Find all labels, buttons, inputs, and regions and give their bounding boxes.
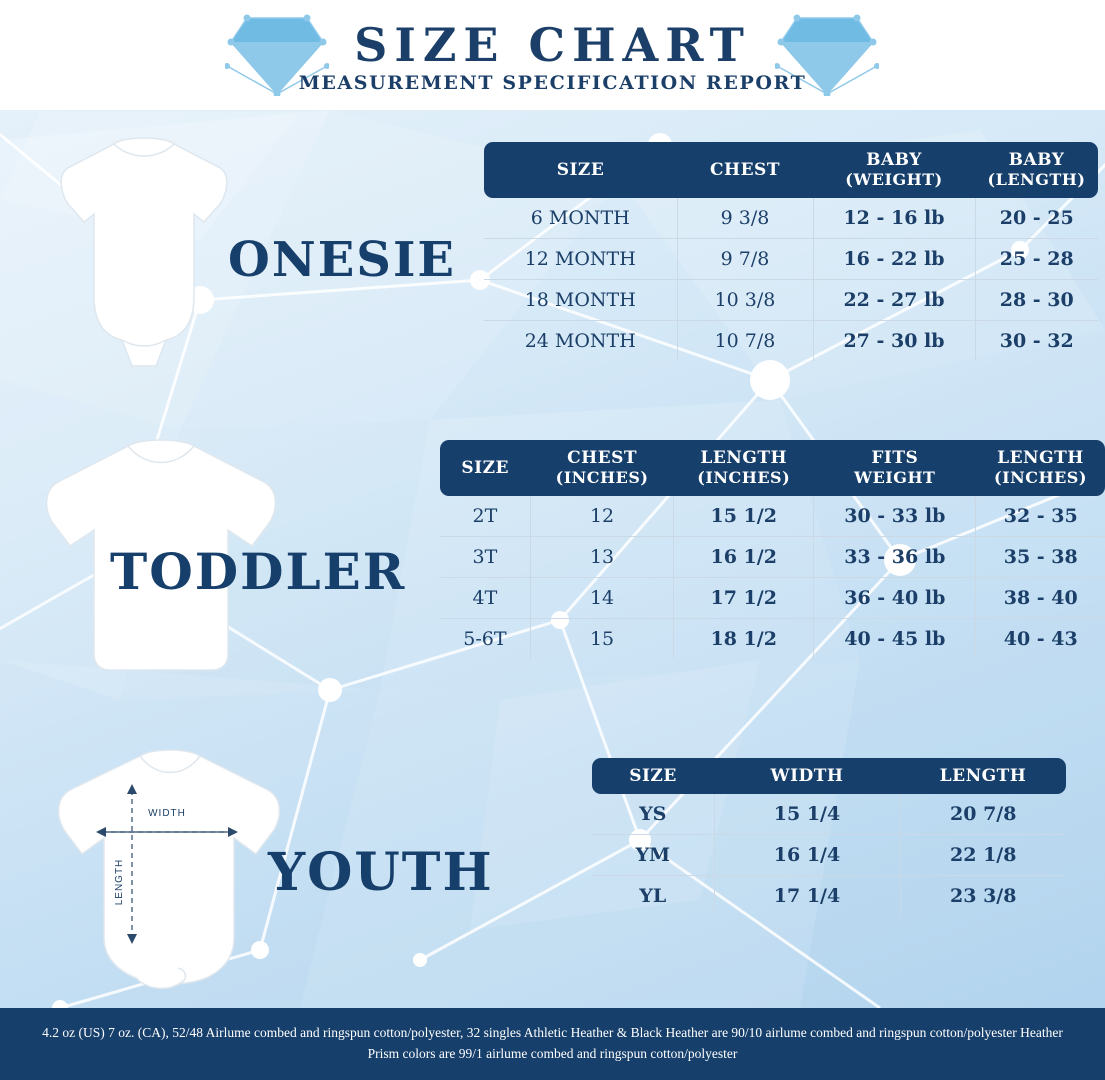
toddler-size-table	[440, 440, 1105, 659]
section-label-onesie: ONESIE	[228, 232, 456, 288]
cell-baby-weight: 27 - 30 lb	[813, 321, 975, 362]
cell-chest: 9 3/8	[677, 198, 813, 239]
cell-size: YL	[592, 876, 714, 917]
cell-size: 5-6T	[440, 619, 530, 660]
cell-size: 6 MONTH	[484, 198, 677, 239]
cell-fits-weight: 40 - 45 lb	[814, 619, 976, 660]
column-header-length: LENGTH	[900, 758, 1066, 794]
section-label-toddler: TODDLER	[110, 542, 407, 601]
table-row	[440, 619, 1105, 660]
column-header-length-inches: LENGTH (INCHES)	[674, 440, 814, 496]
column-header-chest: CHEST	[677, 142, 813, 198]
table-row	[592, 794, 1066, 835]
cell-width: 16 1/4	[714, 835, 900, 876]
table-row	[484, 198, 1098, 239]
table-row	[484, 239, 1098, 280]
column-header-length-inches-2: LENGTH (INCHES)	[976, 440, 1105, 496]
cell-length-2: 40 - 43	[1003, 628, 1078, 650]
column-header-baby-length: BABY (LENGTH)	[975, 142, 1098, 198]
table-row	[484, 321, 1098, 362]
cell-length-2: 38 - 40	[976, 578, 1105, 619]
cell-chest: 10 7/8	[677, 321, 813, 362]
toddler-size-table-wrap	[440, 440, 1105, 659]
cell-length: 20 7/8	[900, 794, 1066, 835]
cell-length-2: 32 - 35	[976, 496, 1105, 537]
section-label-youth: YOUTH	[268, 842, 494, 903]
cell-chest: 9 7/8	[677, 239, 813, 280]
column-header-width: WIDTH	[714, 758, 900, 794]
table-row	[592, 876, 1066, 917]
page-title: SIZE CHART	[354, 18, 751, 72]
table-row	[440, 496, 1105, 537]
column-header-baby-weight: BABY (WEIGHT)	[813, 142, 975, 198]
onesie-size-table	[484, 142, 1098, 361]
page-subtitle: MEASUREMENT SPECIFICATION REPORT	[298, 72, 807, 94]
cell-width: 17 1/4	[714, 876, 900, 917]
cell-chest: 13	[530, 537, 673, 578]
table-row	[484, 280, 1098, 321]
cell-length: 16 1/2	[674, 537, 814, 578]
onesie-bodysuit-illustration	[44, 126, 244, 376]
cell-length-2: 35 - 38	[976, 537, 1105, 578]
cell-chest: 10 3/8	[677, 280, 813, 321]
cell-size: 12 MONTH	[484, 239, 677, 280]
cell-fits-weight: 36 - 40 lb	[814, 578, 976, 619]
cell-width: 15 1/4	[714, 794, 900, 835]
header-bar	[0, 0, 1105, 110]
width-measure-label: WIDTH	[148, 808, 186, 819]
column-header-size: SIZE	[440, 440, 530, 496]
cell-length: 18 1/2	[674, 619, 814, 660]
cell-size: YM	[592, 835, 714, 876]
cell-size: 3T	[440, 537, 530, 578]
cell-length: 17 1/2	[674, 578, 814, 619]
cell-size: 4T	[440, 578, 530, 619]
table-row	[440, 578, 1105, 619]
cell-size: YS	[592, 794, 714, 835]
cell-chest: 15	[530, 619, 673, 660]
column-header-chest-inches: CHEST (INCHES)	[530, 440, 673, 496]
cell-chest: 14	[530, 578, 673, 619]
cell-length: 15 1/2	[674, 496, 814, 537]
cell-fits-weight: 30 - 33 lb	[814, 496, 976, 537]
column-header-fits-weight: FITS WEIGHT	[814, 440, 976, 496]
cell-baby-weight: 22 - 27 lb	[813, 280, 975, 321]
footer-fabric-description: 4.2 oz (US) 7 oz. (CA), 52/48 Airlume combed and ringspun cotton/polyester, 32 singles Athletic Heather & Black Heather are 90/10 airlume combed and ringspun cotton/polyester Heather Prism colors are 99/1 airlume combed and ringspun cotton/polyester	[42, 1025, 1063, 1061]
cell-baby-weight: 12 - 16 lb	[813, 198, 975, 239]
table-header-row	[440, 440, 1105, 496]
cell-baby-length: 30 - 32	[999, 330, 1074, 352]
youth-size-table	[592, 758, 1066, 916]
cell-length: 22 1/8	[900, 835, 1066, 876]
cell-baby-weight: 16 - 22 lb	[813, 239, 975, 280]
table-header-row	[484, 142, 1098, 198]
column-header-size: SIZE	[592, 758, 714, 794]
length-measure-label: LENGTH	[114, 858, 125, 906]
table-row	[440, 537, 1105, 578]
column-header-size: SIZE	[484, 142, 677, 198]
cell-baby-length: 25 - 28	[975, 239, 1098, 280]
youth-tshirt-illustration	[36, 742, 302, 994]
table-row	[592, 835, 1066, 876]
cell-fits-weight: 33 - 36 lb	[814, 537, 976, 578]
table-header-row	[592, 758, 1066, 794]
cell-size: 18 MONTH	[484, 280, 677, 321]
cell-baby-length: 20 - 25	[975, 198, 1098, 239]
cell-baby-length: 28 - 30	[975, 280, 1098, 321]
cell-size: 24 MONTH	[484, 321, 677, 362]
cell-size: 2T	[440, 496, 530, 537]
cell-length: 23 3/8	[950, 885, 1017, 907]
footer-bar	[0, 1008, 1105, 1080]
youth-size-table-wrap	[592, 758, 1066, 916]
cell-chest: 12	[530, 496, 673, 537]
onesie-size-table-wrap	[484, 142, 1098, 361]
